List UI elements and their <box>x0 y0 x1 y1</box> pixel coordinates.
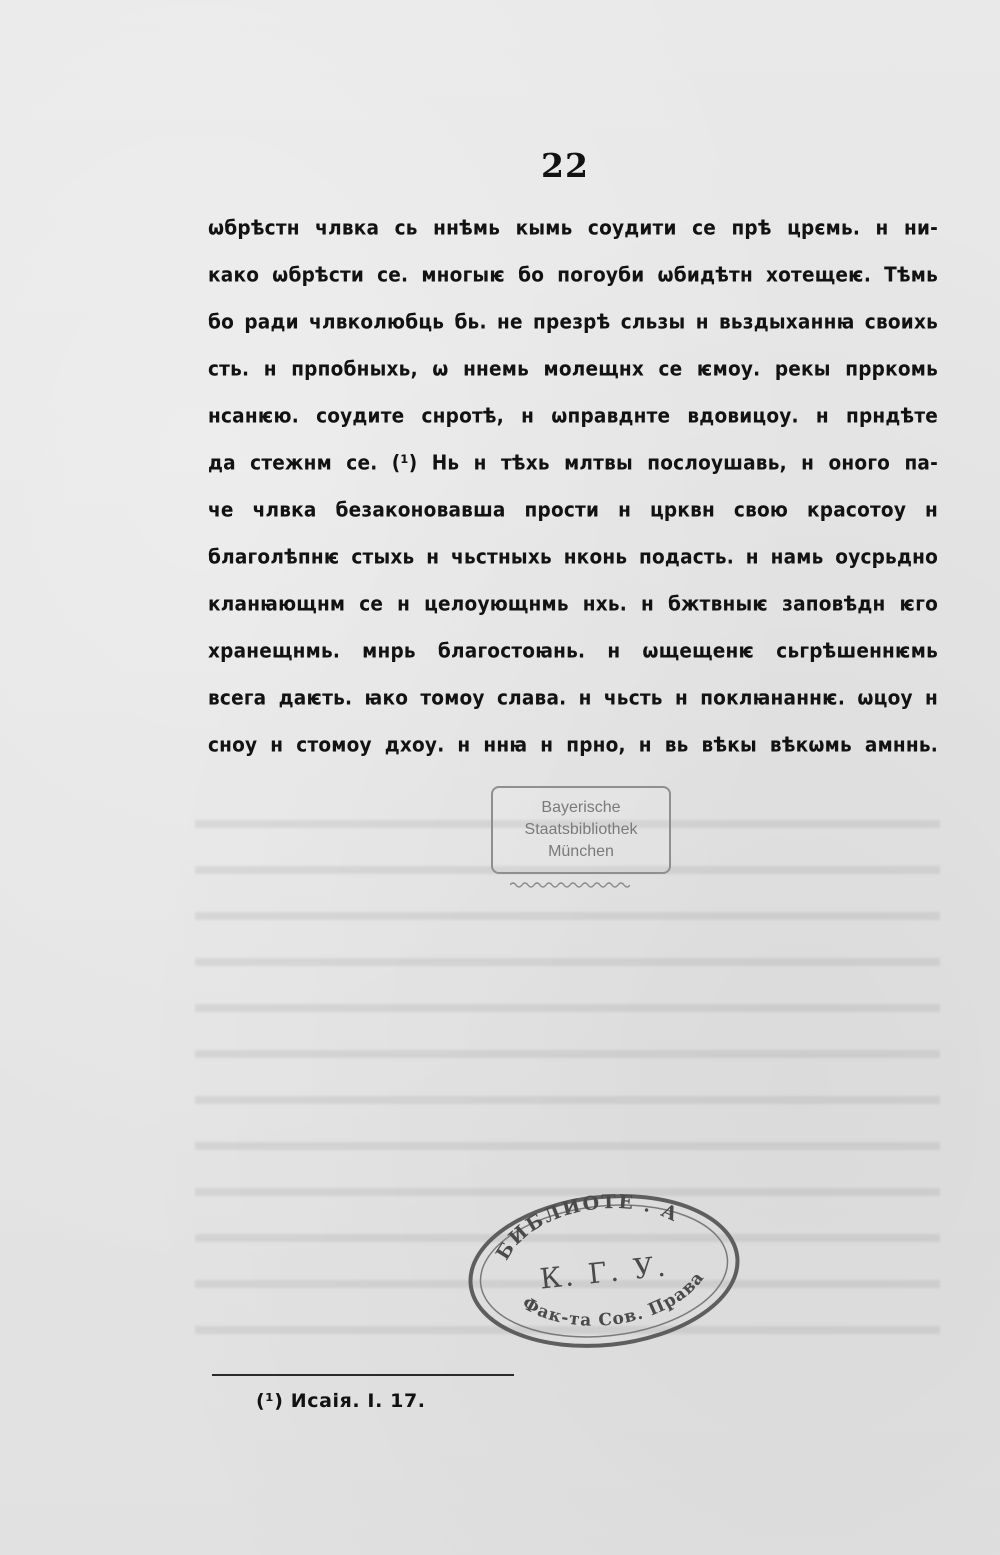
footnote: (¹) Исаія. I. 17. <box>256 1390 426 1412</box>
text-line: всега даѥть. ꙗко томоу слава. н чьсть н поклꙗнаннѥ. ѡцоу н <box>208 687 938 710</box>
bayerische-staatsbibliothek-stamp <box>491 786 671 874</box>
body-text <box>208 207 938 771</box>
stamp-top-text: БИБЛИОТЕ . А <box>491 1190 683 1264</box>
text-line: кланꙗющнм се н целоующнмь нхь. н бжтвныѥ заповѣдн ѥго <box>208 593 938 616</box>
text-line: како ѡбрѣсти се. многыѥ бо погоуби ѡбидѣтн хотещеѥ. Тѣмь <box>208 264 938 287</box>
text-line: нсанѥю. соудите снротѣ, н ѡправднте вдовицоу. н прндѣте <box>208 405 938 428</box>
wavy-underline <box>510 880 630 890</box>
stamp-line: München <box>548 843 614 860</box>
text-line: да стежнм се. (¹) Нь н тѣхь млтвы послоушавь, н оного па- <box>208 452 938 475</box>
text-line: сноу н стомоу дхоу. н ннꙗ н прно, н вь вѣкы вѣкѡмь амннь. <box>208 734 938 757</box>
text-line: сть. н прпобныхь, ѡ ннемь молещнх се ѥмоу. рекы прркомь <box>208 358 938 381</box>
page-number: 22 <box>541 146 589 185</box>
stamp-bottom-text: Фак-та Сов. Права <box>518 1267 709 1331</box>
stamp-line: Staatsbibliothek <box>524 821 638 838</box>
text-line: бо ради члвколюбць бь. не презрѣ сльзы н вьздыханнꙗ своихь <box>208 311 938 334</box>
text-line: ѡбрѣстн члвка сь ннѣмь кымь соудити се прѣ црємь. н ни- <box>208 217 938 240</box>
stamp-center-text: К. Г. У. <box>538 1249 671 1296</box>
text-line: благолѣпнѥ стыхь н чьстныхь нконь подасть. н намь оусрьдно <box>208 546 938 569</box>
stamp-line: Bayerische <box>541 799 621 816</box>
footnote-divider <box>212 1374 514 1376</box>
text-line: че члвка безаконовавша прости н црквн свою красотоу н <box>208 499 938 522</box>
text-line: хранещнмь. мнрь благостоꙗнь. н ѡщещенѥ сьгрѣшеннѥмь <box>208 640 938 663</box>
library-oval-stamp <box>464 1190 744 1352</box>
